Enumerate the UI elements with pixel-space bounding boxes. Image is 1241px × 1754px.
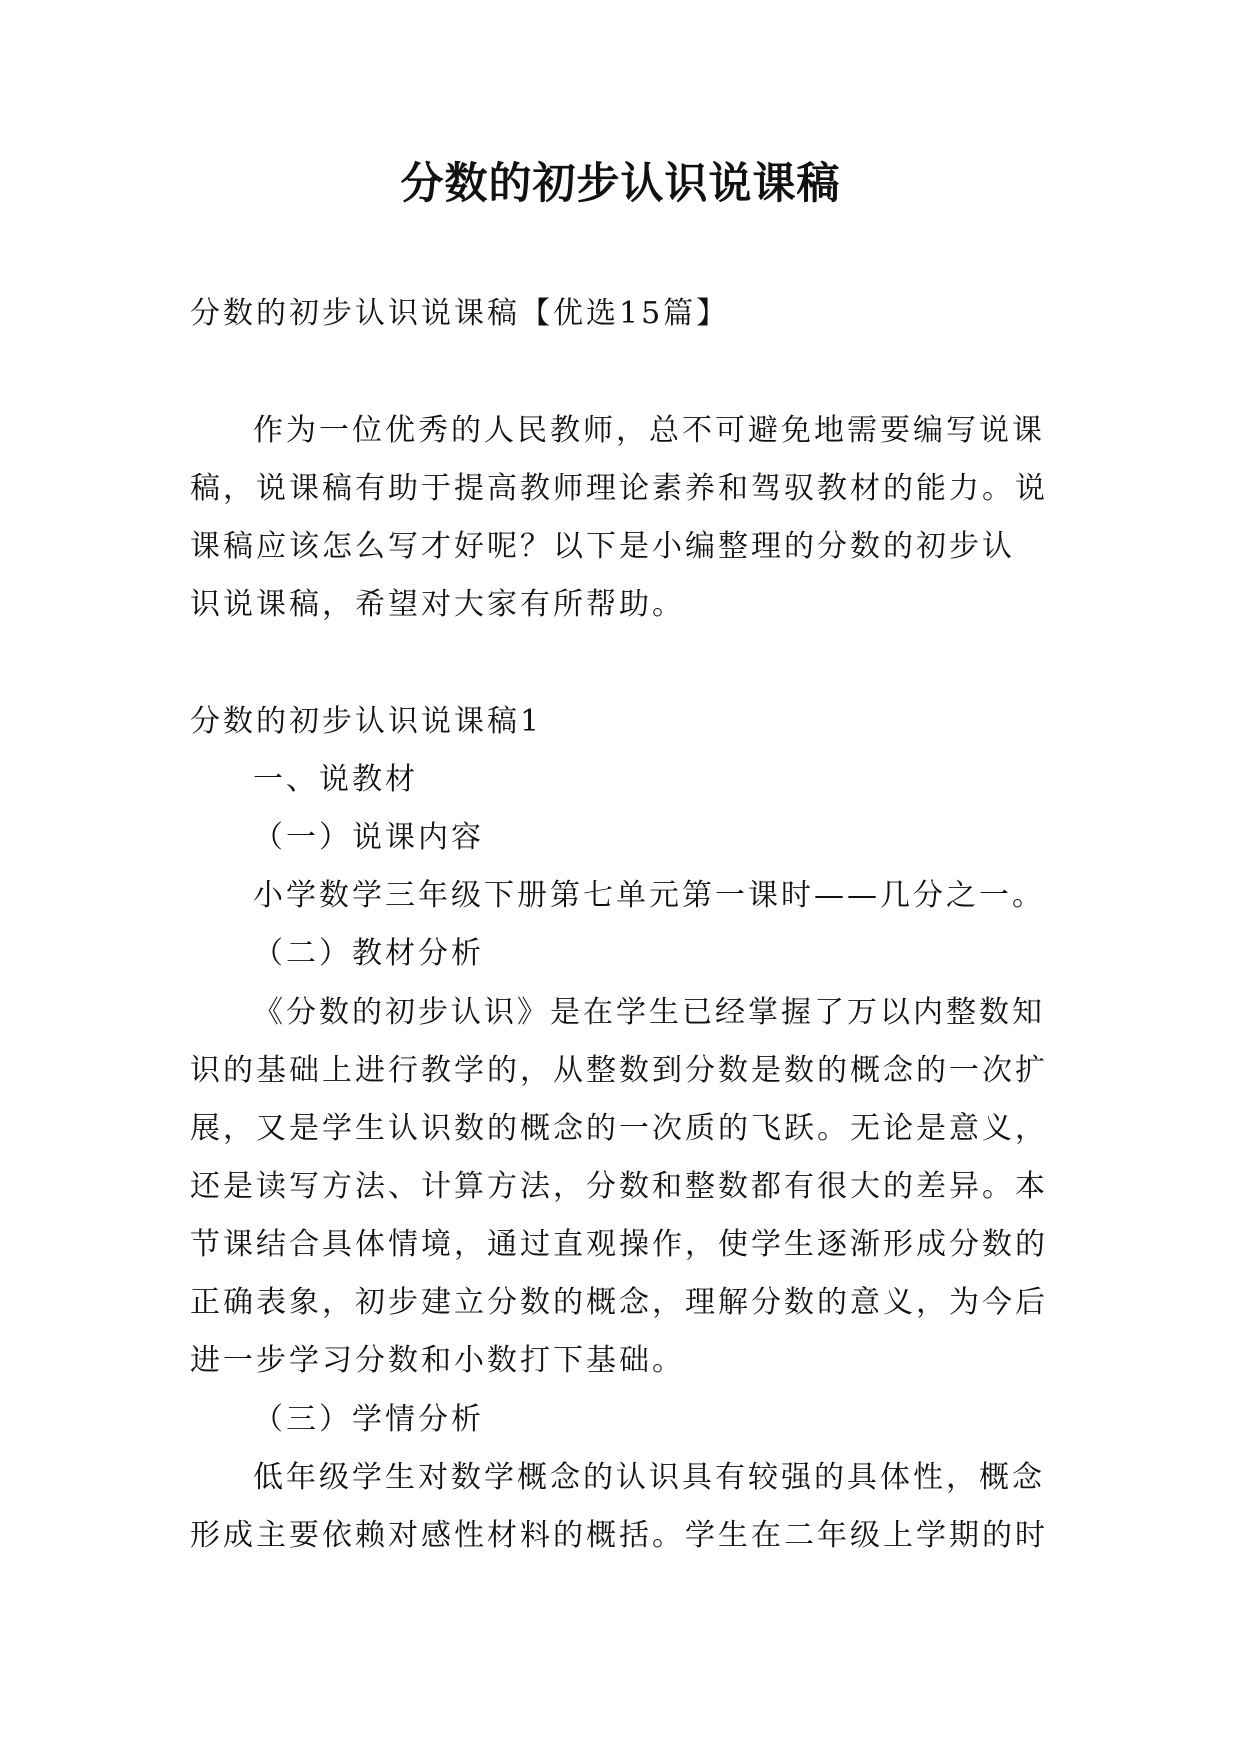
sub-heading-textbook-analysis: （二）教材分析 bbox=[253, 936, 484, 971]
analysis-paragraph-line: 进一步学习分数和小数打下基础。 bbox=[190, 1343, 685, 1378]
document-subtitle: 分数的初步认识说课稿【优选15篇】 bbox=[190, 296, 730, 331]
analysis-paragraph-line: 节课结合具体情境，通过直观操作，使学生逐渐形成分数的 bbox=[190, 1227, 1048, 1262]
learner-paragraph-line: 形成主要依赖对感性材料的概括。学生在二年级上学期的时 bbox=[190, 1518, 1048, 1553]
learner-paragraph-line: 低年级学生对数学概念的认识具有较强的具体性，概念 bbox=[253, 1460, 1045, 1495]
intro-paragraph-line: 稿，说课稿有助于提高教师理论素养和驾驭教材的能力。说 bbox=[190, 471, 1048, 506]
section-title: 分数的初步认识说课稿1 bbox=[190, 704, 543, 739]
document-title: 分数的初步认识说课稿 bbox=[400, 159, 841, 209]
intro-paragraph-line: 课稿应该怎么写才好呢？以下是小编整理的分数的初步认 bbox=[190, 529, 1015, 564]
heading-say-textbook: 一、说教材 bbox=[253, 762, 418, 797]
intro-paragraph-line: 作为一位优秀的人民教师，总不可避免地需要编写说课 bbox=[253, 413, 1045, 448]
sub-heading-learner-analysis: （三）学情分析 bbox=[253, 1402, 484, 1437]
analysis-paragraph-line: 还是读写方法、计算方法，分数和整数都有很大的差异。本 bbox=[190, 1169, 1048, 1204]
analysis-paragraph-line: 《分数的初步认识》是在学生已经掌握了万以内整数知 bbox=[253, 995, 1045, 1030]
analysis-paragraph-line: 识的基础上进行教学的，从整数到分数是数的概念的一次扩 bbox=[190, 1053, 1048, 1088]
intro-paragraph-line: 识说课稿，希望对大家有所帮助。 bbox=[190, 587, 685, 622]
analysis-paragraph-line: 展，又是学生认识数的概念的一次质的飞跃。无论是意义， bbox=[190, 1111, 1048, 1146]
analysis-paragraph-line: 正确表象，初步建立分数的概念，理解分数的意义，为今后 bbox=[190, 1285, 1048, 1320]
sub-heading-lesson-content: （一）说课内容 bbox=[253, 820, 484, 855]
lesson-content-text: 小学数学三年级下册第七单元第一课时——几分之一。 bbox=[253, 878, 1045, 913]
